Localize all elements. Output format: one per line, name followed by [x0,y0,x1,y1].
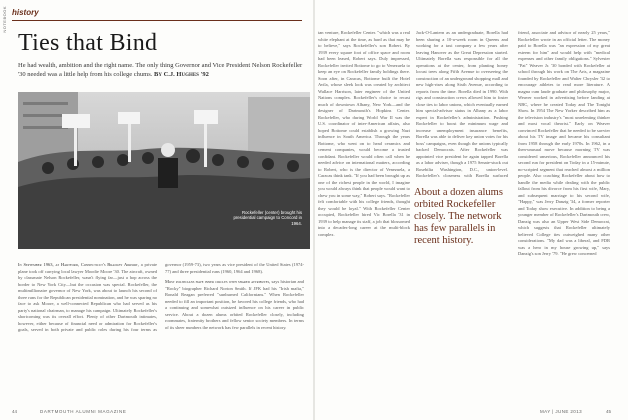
paragraph-text: a private plane took off carrying local lawyer Moodie Moore '30. The aircraft, owned by classmate Nelson Rockefeller, wasn't flying far—just a hop across the border to New York City—but the occasion was special. Rockefeller, the multimillionaire governor of New York, was about to launch his second of three runs for the Republican presidential nomination, and he was sparing no face to ask Moore, a well-connected Republican who had served as his party's national chairman, to manage his campaign. Ultimately Rockefeller's shortcoming was its overall effort. Plenty of other Dartmouth intimates, however, either because of financial need or admiration for Rockefeller's goals, served in both private and public roles during his four terms as governor (1959-73), two years as vice president of the United States (1974-77) and three presidential runs (1960, 1964 and 1968). [18,262,304,332]
pull-quote: About a dozen alums orbited Rockefeller closely. The network has few parallels in recent history. [414,187,503,246]
footer-issue-date: MAY | JUNE 2013 [540,409,583,414]
paragraph-text: friend, associate and advisor of nearly 25 years," Rockefeller wrote in an official letter. The money paid to Borella was "an expression of my great esteem for him" and would help with "medical expenses and other family obligations." Sylvester "Pat" Weaver Jr. '30 bonded with Rockefeller at school through his work on The Arts, a magazine founded by Rockefeller and Walter Chrysler '32 to encourage athletes to read more literature. A magna cum laude graduate and philosophy major, Weaver worked in advertising before landing at NBC, where he created Today and The Tonight Show. In 1954 The New Yorker described him as the television industry's "most unrelenting thinker and most vocal theorist." Early on Weaver convinced Rockefeller that he needed to be savvier about his TV image and became his consultant from 1958 through the early 1970s. In 1962, in a then-unusual move because morning TV was considered unserious, Rockefeller announced his second run for president on Today in a 15-minute, no-scripted segment that reached almost a million people. Also coaching Rockefeller about how to handle the media while dealing with the public fallout from his divorce from his first wife, Mary, and subsequent marriage to his second wife, "Happy," was Jerry Danzig '34, a former reporter and Today show executive. In addition to being a younger member of Rockefeller's Dartmouth crew, Danzig was also an Upper West Side Democrat, which suggests that Rockefeller ultimately believed College ties outweighed many other considerations. "My dad was a liberal, and FDR was a hero in my house growing up," says Danzig's son Jerry '79. "He grew concerned [518,30,610,256]
article-headline: Ties that Bind [18,30,158,56]
notebook-label: NOTEBOOK [2,6,7,33]
section-rule [12,20,302,21]
byline: By C.J. Hughes '92 [154,71,209,78]
lead-in: In September 1963, at Hartford, Connecticut's Bradley Airport, [18,262,139,267]
footer-magazine-name: DARTMOUTH ALUMNI MAGAZINE [40,409,127,414]
column-4-top [416,30,508,180]
column-5 [518,30,610,398]
footer-left-page-number: 44 [12,409,18,414]
dek-text: He had wealth, ambition and the right name. The only thing Governor and Vice President Nelson Rockefeller '30 needed was a little help from his college chums. [18,62,303,78]
article-dek [18,61,308,79]
paragraph [165,279,304,331]
section-label: history [12,8,39,17]
center-gutter [313,0,315,420]
column-3 [318,30,410,398]
paragraph-text: Jack-O-Lantern as an undergraduate, Borella had been sharing a 10-a-week room in Queens and working for a taxi company a few years after leaving Hanover as the Great Depression started. Ultimately Borella was responsible for all the operations at the center, from planting honey locust trees along Fifth Avenue to overseeing the construction of an underground shopping mall and new high-rises along Sixth Avenue, according to reports from the time. Borella died in 1990. With rigs and construction crews allowed him to foster close ties to labor unions, which eventually earned him special-advisor status in Albany as a labor expert in Rockefeller's administration. Pushing Rockefeller to boost the minimum wage and increase unemployment insurance benefits, Borella was able to deliver key union votes for his boss' campaigns, even though the unions typically backed Democrats. After Rockefeller was appointed vice president he again tapped Borella as a labor adviser, though a 1975 Senate-stuck out Rosebilia Washington, D.C., union-level. Rockefeller's closeness with Borella surfaced [416,30,508,178]
paragraph-text: tan venture, Rockefeller Center. "which was a real white elephant at the time, as hard as that may be to believe," says Rockefeller's son Robert. By 1939 every square foot of office space and room had been leased, Robert says. Duly impressed, Rockefeller invited Bottome to go to Venezuela to keep an eye on Rockefeller family holdings there. Soon after, in Caracas, Bottome built the Hotel Avila, whose sleek look was created by architect Wallace Harrison, later engineer of the United Nations complex. Rockefeller's choice to recast much of downtown Albany, New York—and the designer of Dartmouth's Hopkins Center. Rockefeller, who during World War II was the U.S. coordinator of inter-American affairs, also hoped Bottome could establish a growing Nazi influence in South America. Through the years Bottome, who went on to head ceramics and cement companies, would become a trusted confidant. Rockefeller would often call when he needed advice on international matters, according to Robert, who is the director of Venezuela, a Caracas think tank. "If you had been brought up as one of the richest people in the world, I imagine you would always think that people would want to chew you in some way," Robert says. "Rockefeller felt comfortable with his college friends, thought they would be loyal." With Rockefeller Center occupied, Rockefeller hired Vic Borella '31 in 1939 to help manage its staff, a job that blossomed into a decades-long career at the multi-block complex. [318,30,410,237]
left-page-columns [18,262,304,397]
footer-right-page-number: 45 [606,409,612,414]
paragraph-text: says historian and "Rocky" biographer Richard Norton Smith. If JFK had his "Irish mafia," Ronald Reagan preferred "sunburned Californians." When Rockefeller needed to fill an important position, he favored his college friends, who had a continuing and somewhat outsized influence on his career in public service. About a dozen alums orbited Rockefeller closely, including roommates, fraternity brothers and fellow senior society members. In terms of its sheer numbers the network has few parallels in recent history. [165,279,304,330]
photo-caption: Rockefeller (center) brought his presidential campaign to Concord in 1964. [233,210,302,226]
lead-in: Most politicians have inner circles with shared attributes, [165,279,271,284]
